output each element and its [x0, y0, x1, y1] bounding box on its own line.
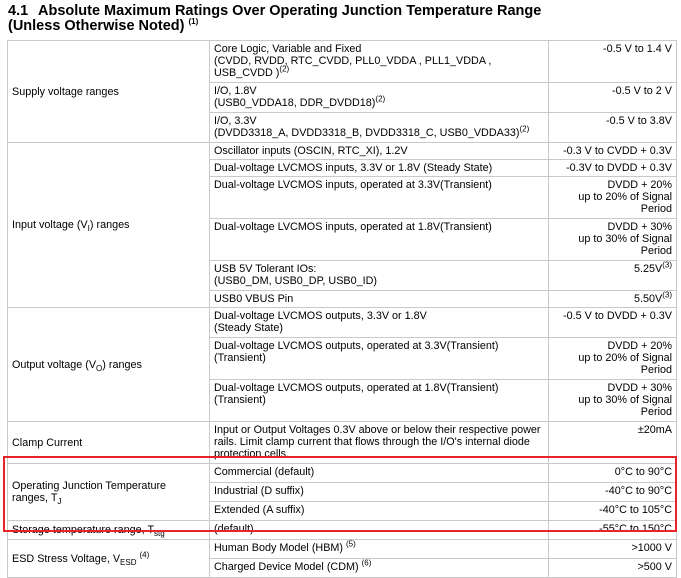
group-esd: ESD Stress Voltage, $V_{ESD}$ $^{(4)}$ — [8, 540, 210, 578]
group-storage-temp: Storage temperature range, $T_{stg}$ — [8, 521, 210, 540]
table-row — [8, 143, 677, 160]
condition-cell: Dual-voltage LVCMOS inputs, 3.3V or 1.8V (Steady State) — [210, 160, 549, 177]
condition-cell: Oscillator inputs (OSCIN, RTC_XI), 1.2V — [210, 143, 549, 160]
condition-cell: Industrial (D suffix) — [210, 483, 549, 502]
value-cell: DVDD + 20% up to 20% of Signal Period — [549, 177, 677, 219]
value-cell: $5.25V^{(3)}$ — [549, 261, 677, 291]
condition-cell: USB 5V Tolerant IOs: (USB0_DM, USB0_DP, USB0_ID) — [210, 261, 549, 291]
section-number: 4.1 — [8, 3, 29, 19]
condition-cell: I/O, 1.8V (USB0_VDDA18, DDR_DVDD18)$^{(2)}$ — [210, 83, 549, 113]
group-clamp: Clamp Current — [8, 422, 210, 464]
condition-cell: I/O, 3.3V (DVDD3318_A, DVDD3318_B, DVDD3318_C, USB0_VDDA33)$^{(2)}$ — [210, 113, 549, 143]
table-row — [8, 308, 677, 338]
condition-cell: Dual-voltage LVCMOS outputs, operated at 1.8V(Transient) (Transient) — [210, 380, 549, 422]
value-cell: >500 V — [549, 559, 677, 578]
section-subtitle: (Unless Otherwise Noted) — [8, 18, 185, 34]
condition-cell: Input or Output Voltages 0.3V above or below their respective power rails. Limit clamp current that flows through the I/O's internal diode protection cells. — [210, 422, 549, 464]
section-title: Absolute Maximum Ratings Over Operating Junction Temperature Range — [38, 3, 542, 19]
group-junction-temp: Operating Junction Temperature ranges, $T_J$ — [8, 464, 210, 521]
value-cell: 0°C to 90°C — [549, 464, 677, 483]
value-cell: -40°C to 105°C — [549, 502, 677, 521]
value-cell: -40°C to 90°C — [549, 483, 677, 502]
value-cell: -0.5 V to 2 V — [549, 83, 677, 113]
value-cell: DVDD + 20% up to 20% of Signal Period — [549, 338, 677, 380]
value-cell: -0.5 V to 1.4 V — [549, 41, 677, 83]
group-output: Output voltage $(V_O)$ ranges — [8, 308, 210, 422]
group-input: Input voltage $(V_I)$ ranges — [8, 143, 210, 308]
table-row — [8, 422, 677, 464]
condition-cell: (default) — [210, 521, 549, 540]
value-cell: -0.5 V to DVDD + 0.3V — [549, 308, 677, 338]
table-row — [8, 540, 677, 559]
condition-cell: Extended (A suffix) — [210, 502, 549, 521]
condition-cell: Core Logic, Variable and Fixed (CVDD, RVDD, RTC_CVDD, PLL0_VDDA , PLL1_VDDA , USB_CVDD )$^{(2)}$ — [210, 41, 549, 83]
table-row — [8, 521, 677, 540]
condition-cell: Human Body Model (HBM) $^{(5)}$ — [210, 540, 549, 559]
section-heading — [8, 4, 676, 34]
value-cell: -0.3 V to CVDD + 0.3V — [549, 143, 677, 160]
value-cell: $5.50V^{(3)}$ — [549, 291, 677, 308]
heading-footnote: (1) — [188, 17, 199, 27]
condition-cell: Dual-voltage LVCMOS outputs, operated at 3.3V(Transient) (Transient) — [210, 338, 549, 380]
ratings-table — [7, 40, 677, 578]
value-cell: -55°C to 150°C — [549, 521, 677, 540]
table-row — [8, 41, 677, 83]
table-row — [8, 464, 677, 483]
value-cell: ±20mA — [549, 422, 677, 464]
value-cell: -0.3V to DVDD + 0.3V — [549, 160, 677, 177]
value-cell: >1000 V — [549, 540, 677, 559]
condition-cell: USB0 VBUS Pin — [210, 291, 549, 308]
condition-cell: Commercial (default) — [210, 464, 549, 483]
condition-cell: Dual-voltage LVCMOS outputs, 3.3V or 1.8V (Steady State) — [210, 308, 549, 338]
value-cell: DVDD + 30% up to 30% of Signal Period — [549, 380, 677, 422]
condition-cell: Charged Device Model (CDM) $^{(6)}$ — [210, 559, 549, 578]
condition-cell: Dual-voltage LVCMOS inputs, operated at 1.8V(Transient) — [210, 219, 549, 261]
condition-cell: Dual-voltage LVCMOS inputs, operated at 3.3V(Transient) — [210, 177, 549, 219]
value-cell: DVDD + 30% up to 30% of Signal Period — [549, 219, 677, 261]
value-cell: -0.5 V to 3.8V — [549, 113, 677, 143]
group-supply: Supply voltage ranges — [8, 41, 210, 143]
